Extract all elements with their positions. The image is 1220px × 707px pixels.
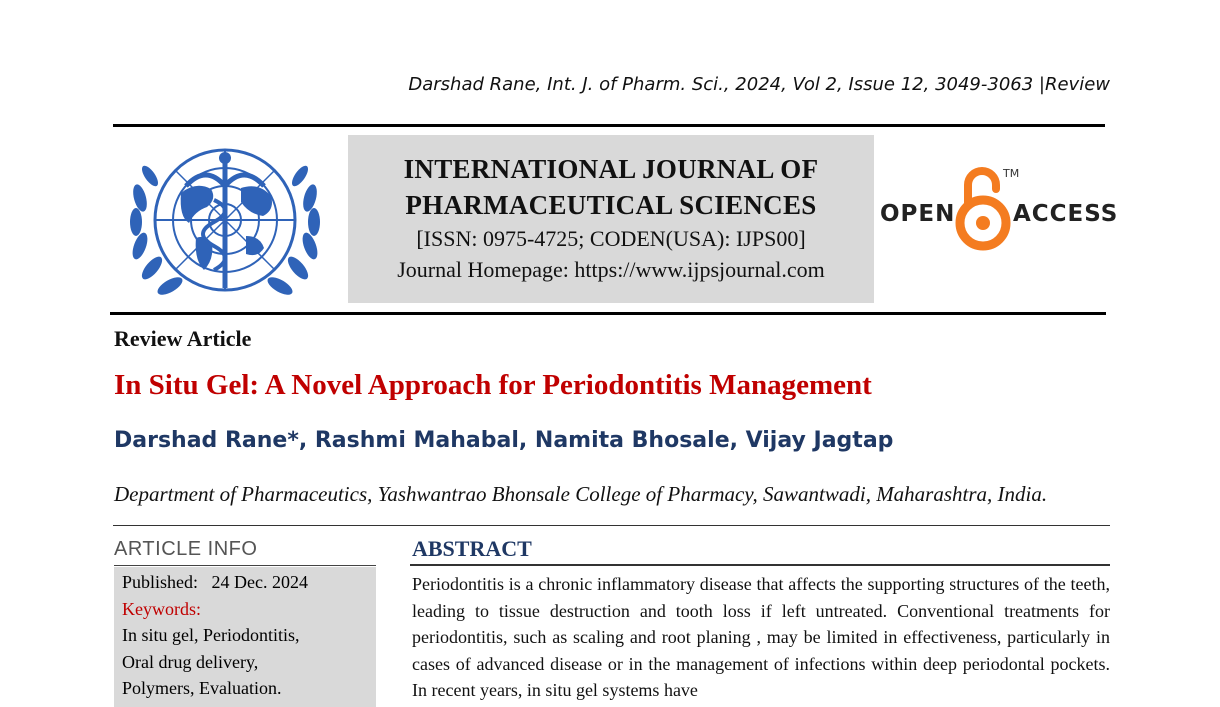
open-access-logo — [880, 165, 1119, 255]
journal-title-line1: INTERNATIONAL JOURNAL OF — [403, 154, 819, 184]
article-info-heading: ARTICLE INFO — [114, 538, 258, 560]
abstract-rule — [410, 564, 1110, 566]
header-bottom-rule — [110, 312, 1106, 315]
published-label: Published: — [122, 572, 199, 592]
journal-title-line2: PHARMACEUTICAL SCIENCES — [405, 190, 817, 220]
article-authors: Darshad Rane*, Rashmi Mahabal, Namita Bhosale, Vijay Jagtap — [114, 428, 894, 453]
article-affiliation: Department of Pharmaceutics, Yashwantrao Bhonsale College of Pharmacy, Sawantwadi, Maharashtra, India. — [114, 482, 1048, 506]
keywords-label: Keywords: — [122, 598, 201, 619]
citation-header: Darshad Rane, Int. J. of Pharm. Sci., 2024, Vol 2, Issue 12, 3049-3063 |Review — [408, 74, 1110, 95]
keywords-line: In situ gel, Periodontitis, — [122, 625, 300, 645]
article-type: Review Article — [114, 326, 252, 351]
journal-homepage[interactable]: Journal Homepage: https://www.ijpsjournal.com — [397, 257, 825, 282]
trademark-mark: TM — [1003, 167, 1020, 180]
article-info-rule — [114, 565, 376, 566]
journal-issn: [ISSN: 0975-4725; CODEN(USA): IJPS00] — [416, 226, 806, 251]
un-caduceus-emblem-icon — [126, 138, 324, 306]
abstract-text: Periodontitis is a chronic inflammatory disease that affects the supporting structures of the teeth, leading to tissue destruction and tooth loss if left untreated. Conventional treatments for periodontitis, such as scaling and root planing , may be limited in effectiveness, particularly in cases of advanced disease or in the management of infections within deep periodontal pockets. In recent years, in situ gel systems have — [412, 574, 1110, 700]
published-row — [122, 569, 368, 596]
keywords-line: Oral drug delivery, — [122, 651, 259, 672]
access-label: ACCESS — [1013, 201, 1119, 227]
keywords-line: Polymers, Evaluation. — [122, 678, 282, 698]
header-top-rule — [113, 124, 1105, 127]
abstract-heading: ABSTRACT — [412, 536, 532, 561]
article-info-box — [114, 567, 376, 707]
open-label: OPEN — [880, 201, 956, 227]
published-date: 24 Dec. 2024 — [211, 572, 308, 592]
affiliation-rule — [113, 525, 1110, 526]
article-title: In Situ Gel: A Novel Approach for Periodontitis Management — [114, 369, 872, 401]
journal-banner — [348, 135, 874, 303]
